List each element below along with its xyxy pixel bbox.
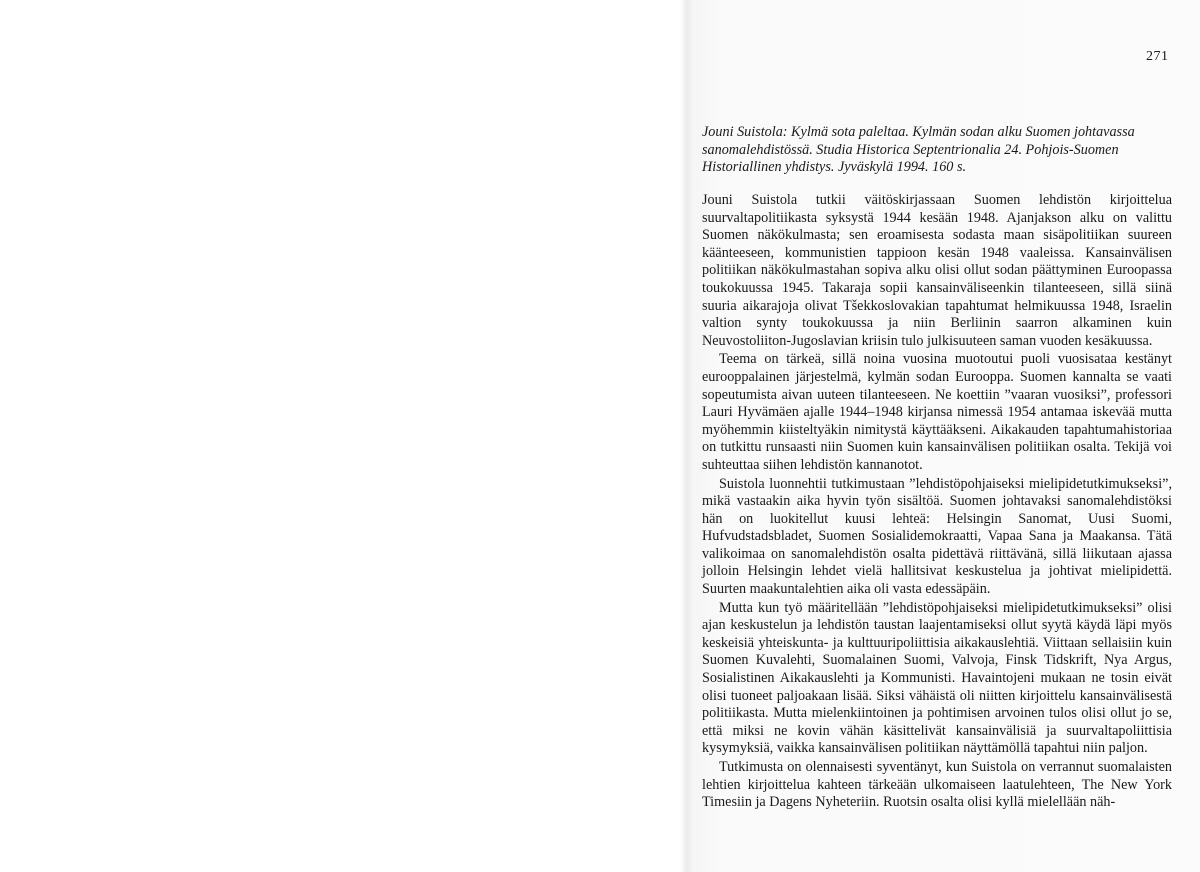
paragraph-5: Tutkimusta on olennaisesti syventänyt, kun Suistola on verrannut suomalaisten lehtien kirjoittelua kahteen tärkeään ulkomaiseen laatulehteen, The New York Timesiin ja Dagens Nyheteriin. Ruotsin osalta olisi kyllä mielellään näh- <box>702 759 1172 811</box>
paragraph-2: Teema on tärkeä, sillä noina vuosina muotoutui puoli vuosisataa kestänyt eurooppalainen järjestelmä, kylmän sodan Eurooppa. Suomen kannalta se vaati sopeutumista aivan uuteen tilanteeseen. Ne koettiin ”vaaran vuosiksi”, professori Lauri Hyvämäen ajalle 1944–1948 kirjansa nimessä 1954 antamaa iskevää mutta myöhemmin kiisteltyäkin nimitystä käyttääkseni. Aikakauden tapahtumahistoriaa on tutkittu runsaasti niin Suomen kuin kansainvälisen politiikan osalta. Tekijä voi suhteuttaa siihen lehdistön kannanotot. <box>702 351 1172 473</box>
paragraph-1: Jouni Suistola tutkii väitöskirjassaan Suomen lehdistön kirjoittelua suurvaltapolitiikasta syksystä 1944 kesään 1948. Ajanjakson alku on valittu Suomen näkökulmasta; sen eroamisesta sodasta maan sisäpolitiikan suureen käänteeseen, kommunistien tappioon kesän 1948 vaaleissa. Kansainvälisen politiikan näkökulmastahan sopiva alku olisi ollut sodan päättyminen Euroopassa toukokuussa 1945. Takaraja sopii kansainväliseenkin tilanteeseen, sillä siinä suuria aikarajoja olivat Tšekkoslovakian tapahtumat helmikuussa 1948, Israelin valtion synty toukokuussa ja niin Berliinin saarron alkaminen kuin Neuvostoliiton-Jugoslavian kriisin tulo julkisuuteen saman vuoden kesäkuussa. <box>702 192 1172 349</box>
paragraph-4: Mutta kun työ määritellään ”lehdistöpohjaiseksi mielipidetutkimukseksi” olisi ajan keskustelun ja lehdistön taustan laajentamiseksi ollut syytä käydä läpi myös keskeisiä yhteiskunta- ja kulttuuripoliittisia aikakauslehtiä. Viittaan sellaisiin kuin Suomen Kuvalehti, Suomalainen Suomi, Valvoja, Finsk Tidskrift, Nya Argus, Sosialistinen Aikakauslehti ja Kommunisti. Havaintojeni mukaan ne tosin eivät olisi tuoneet paljoakaan lisää. Siksi vähäistä oli niitten kirjoittelu kansainvälisestä politiikasta. Mutta mielenkiintoinen ja pohtimisen arvoinen tulos olisi ollut jo se, että miksi ne kovin vähän käsittelivät kansainvälisiä ja suurvaltapoliittisia kysymyksiä, vaikka kansainvälisen politiikan näyttämöllä tapahtui niin paljon. <box>702 599 1172 757</box>
review-body <box>702 192 1172 812</box>
book-citation: Jouni Suistola: Kylmä sota paleltaa. Kylmän sodan alku Suomen johtavassa sanomalehdistössä. Studia Historica Septentrionalia 24. Pohjois-Suomen Historiallinen yhdistys. Jyväskylä 1994. 160 s. <box>702 124 1135 176</box>
page-number: 271 <box>1146 49 1169 64</box>
paragraph-3: Suistola luonnehtii tutkimustaan ”lehdistöpohjaiseksi mielipidetutkimukseksi”, mikä vastaakin aika hyvin työn sisältöä. Suomen johtavaksi sanomalehdistöksi hän on luokitellut kuusi lehteä: Helsingin Sanomat, Uusi Suomi, Hufvudstadsbladet, Suomen Sosialidemokraatti, Vapaa Sana ja Maakansa. Tätä valikoimaa on sanomalehdistön osalta pidettävä riittävänä, sillä liikutaan ajassa jolloin Helsingin lehdet vielä hallitsivat keskustelua ja johtivat mielipidettä. Suurten maakuntalehtien aika oli vasta edessäpäin. <box>702 475 1172 598</box>
